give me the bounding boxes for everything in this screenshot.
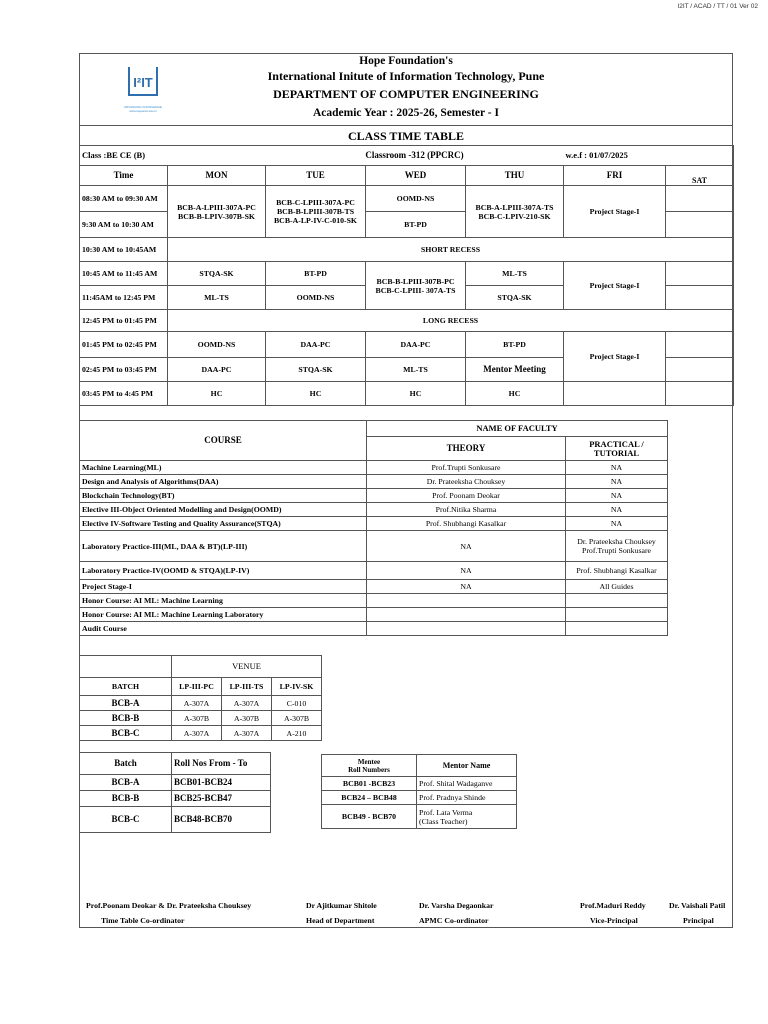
venue-header-row bbox=[80, 678, 322, 696]
signatory-name: Prof.Maduri Reddy bbox=[580, 901, 646, 910]
session-cell: STQA-SK bbox=[266, 358, 366, 382]
mentor-meeting-cell: Mentor Meeting bbox=[466, 358, 564, 382]
time-slot: 11:45AM to 12:45 PM bbox=[80, 286, 168, 310]
batch-name: BCB-A bbox=[80, 775, 172, 791]
empty-cell bbox=[666, 286, 734, 310]
class-info-row bbox=[80, 146, 734, 166]
empty-cell bbox=[564, 382, 666, 406]
session-cell: OOMD-NS bbox=[266, 286, 366, 310]
venue-room: A-307B bbox=[272, 711, 322, 726]
practical-line: NA bbox=[610, 519, 623, 528]
mentor-header: Mentor Name bbox=[417, 755, 517, 777]
faculty-row bbox=[80, 562, 668, 580]
time-slot: 10:45 AM to 11:45 AM bbox=[80, 262, 168, 286]
venue-header: LP-IV-SK bbox=[272, 678, 322, 696]
theory-faculty: NA bbox=[367, 580, 566, 594]
session-cell: DAA-PC bbox=[366, 332, 466, 358]
venue-room: A-307A bbox=[172, 696, 222, 711]
faculty-row bbox=[80, 531, 668, 562]
mentee-header-line: Roll Numbers bbox=[348, 765, 390, 774]
faculty-row bbox=[80, 475, 668, 489]
mentor-line: Prof. Shital Wadaganve bbox=[419, 779, 493, 788]
faculty-name-header: NAME OF FACULTY bbox=[367, 421, 668, 437]
header-sat: SAT bbox=[666, 166, 734, 186]
empty-cell bbox=[666, 186, 734, 212]
lab-line: BCB-B-LPIII-307B-TS bbox=[276, 207, 355, 216]
venue-title: VENUE bbox=[172, 656, 322, 678]
practical-line: NA bbox=[610, 491, 623, 500]
venue-room: A-210 bbox=[272, 726, 322, 741]
course-name: Audit Course bbox=[80, 622, 367, 636]
practical-faculty bbox=[566, 489, 668, 503]
time-slot: 02:45 PM to 03:45 PM bbox=[80, 358, 168, 382]
batch-name: BCB-C bbox=[80, 726, 172, 741]
roll-table bbox=[79, 752, 271, 833]
mentor-line: (Class Teacher) bbox=[419, 816, 468, 826]
mentee-rolls: BCB49 - BCB70 bbox=[322, 805, 417, 829]
header-fri: FRI bbox=[564, 166, 666, 186]
batch-name: BCB-B bbox=[80, 791, 172, 807]
practical-line: Dr. Prateeksha Chouksey bbox=[577, 537, 656, 546]
course-name: Honor Course: AI ML: Machine Learning Laboratory bbox=[80, 608, 367, 622]
course-header: COURSE bbox=[80, 421, 367, 461]
signatory-role: Vice-Principal bbox=[590, 916, 638, 925]
theory-faculty bbox=[367, 608, 566, 622]
lab-line: BCB-C-LPIII- 307A-TS bbox=[375, 285, 456, 295]
course-name: Project Stage-I bbox=[80, 580, 367, 594]
project-cell: Project Stage-I bbox=[564, 332, 666, 382]
course-name: Blockchain Technology(BT) bbox=[80, 489, 367, 503]
mentor-name bbox=[417, 805, 517, 829]
practical-faculty bbox=[566, 517, 668, 531]
project-cell: Project Stage-I bbox=[564, 186, 666, 238]
wef-label: w.e.f : 01/07/2025 bbox=[564, 146, 734, 166]
signatory-name: Dr Ajitkumar Shitole bbox=[306, 901, 377, 910]
mentor-table bbox=[321, 754, 517, 829]
timetable-row bbox=[80, 332, 734, 358]
venue-table bbox=[79, 655, 322, 741]
practical-faculty bbox=[566, 531, 668, 562]
empty-cell bbox=[80, 656, 172, 678]
lab-cell bbox=[266, 186, 366, 238]
practical-faculty bbox=[566, 622, 668, 636]
roll-header: Batch bbox=[80, 753, 172, 775]
roll-range: BCB25-BCB47 bbox=[172, 791, 271, 807]
session-cell: STQA-SK bbox=[466, 286, 564, 310]
theory-faculty: NA bbox=[367, 531, 566, 562]
batch-name: BCB-A bbox=[80, 696, 172, 711]
timetable-row bbox=[80, 238, 734, 262]
institute-header bbox=[79, 53, 733, 125]
lab-cell bbox=[366, 262, 466, 310]
signatory-name: Dr. Varsha Degaonkar bbox=[419, 901, 494, 910]
venue-room: A-307A bbox=[172, 726, 222, 741]
venue-room: A-307A bbox=[222, 696, 272, 711]
course-name: Laboratory Practice-III(ML, DAA & BT)(LP-III) bbox=[80, 531, 367, 562]
roll-row bbox=[80, 791, 271, 807]
venue-row bbox=[80, 726, 322, 741]
venue-room: A-307B bbox=[172, 711, 222, 726]
course-name: Elective III-Object Oriented Modelling and Design(OOMD) bbox=[80, 503, 367, 517]
practical-line: NA bbox=[610, 463, 623, 472]
mentor-name bbox=[417, 777, 517, 791]
practical-line: All Guides bbox=[599, 582, 634, 591]
header-thu: THU bbox=[466, 166, 564, 186]
empty-cell bbox=[666, 212, 734, 238]
practical-faculty bbox=[566, 594, 668, 608]
practical-header bbox=[566, 437, 668, 461]
signatory-role: Head of Department bbox=[306, 916, 375, 925]
session-cell: DAA-PC bbox=[266, 332, 366, 358]
time-slot: 9:30 AM to 10:30 AM bbox=[80, 212, 168, 238]
mentee-header-line: Mentee bbox=[357, 757, 381, 766]
session-cell: ML-TS bbox=[366, 358, 466, 382]
session-cell: ML-TS bbox=[466, 262, 564, 286]
lab-line: BCB-A-LP-IV-C-010-SK bbox=[273, 216, 358, 225]
time-slot: 08:30 AM to 09:30 AM bbox=[80, 186, 168, 212]
timetable-row bbox=[80, 310, 734, 332]
timetable-row bbox=[80, 186, 734, 212]
venue-row bbox=[80, 696, 322, 711]
theory-faculty bbox=[367, 594, 566, 608]
header-line-2: International Initute of Information Technology, Pune bbox=[267, 69, 545, 83]
logo-url: www.isquareit.edu.in bbox=[129, 108, 157, 113]
time-slot: 10:30 AM to 10:45AM bbox=[80, 238, 168, 262]
roll-range: BCB01-BCB24 bbox=[172, 775, 271, 791]
mentor-row bbox=[322, 777, 517, 791]
mentee-rolls: BCB24 – BCB48 bbox=[322, 791, 417, 805]
document-reference: I2IT / ACAD / TT / 01 Ver 02 bbox=[677, 3, 758, 10]
practical-faculty bbox=[566, 580, 668, 594]
faculty-row bbox=[80, 461, 668, 475]
session-cell: BT-PD bbox=[266, 262, 366, 286]
venue-header: LP-III-PC bbox=[172, 678, 222, 696]
empty-cell bbox=[666, 358, 734, 382]
venue-header: LP-III-TS bbox=[222, 678, 272, 696]
long-recess: LONG RECESS bbox=[168, 310, 734, 332]
lab-line: BCB-B-LPIII-307B-PC bbox=[376, 276, 455, 286]
timetable bbox=[79, 145, 734, 406]
faculty-row bbox=[80, 489, 668, 503]
session-cell: DAA-PC bbox=[168, 358, 266, 382]
roll-range: BCB48-BCB70 bbox=[172, 807, 271, 833]
short-recess: SHORT RECESS bbox=[168, 238, 734, 262]
roll-row bbox=[80, 807, 271, 833]
practical-faculty bbox=[566, 562, 668, 580]
theory-faculty: Prof. Poonam Deokar bbox=[367, 489, 566, 503]
signatory-role: APMC Co-ordinator bbox=[419, 916, 489, 925]
header-line-4: Academic Year : 2025-26, Semester - I bbox=[313, 107, 499, 119]
lab-cell bbox=[168, 186, 266, 238]
theory-faculty bbox=[367, 622, 566, 636]
session-cell: ML-TS bbox=[168, 286, 266, 310]
mentor-name bbox=[417, 791, 517, 805]
practical-faculty bbox=[566, 503, 668, 517]
faculty-row bbox=[80, 594, 668, 608]
practical-line: Prof.Trupti Sonkusare bbox=[581, 546, 652, 555]
lab-line: BCB-C-LPIII-307A-PC bbox=[276, 198, 355, 207]
logo-tagline: ADVANCING KNOWLEDGE bbox=[124, 105, 162, 109]
theory-faculty: NA bbox=[367, 562, 566, 580]
venue-room: C-010 bbox=[272, 696, 322, 711]
mentor-line: Prof. Lata Verma bbox=[419, 807, 473, 817]
faculty-row bbox=[80, 503, 668, 517]
time-slot: 03:45 PM to 4:45 PM bbox=[80, 382, 168, 406]
faculty-row bbox=[80, 622, 668, 636]
faculty-row bbox=[80, 580, 668, 594]
header-line-3: DEPARTMENT OF COMPUTER ENGINEERING bbox=[273, 87, 539, 101]
course-name: Honor Course: AI ML: Machine Learning bbox=[80, 594, 367, 608]
time-slot: 01:45 PM to 02:45 PM bbox=[80, 332, 168, 358]
batch-name: BCB-B bbox=[80, 711, 172, 726]
venue-room: A-307A bbox=[222, 726, 272, 741]
timetable-row bbox=[80, 262, 734, 286]
course-name: Elective IV-Software Testing and Quality Assurance(STQA) bbox=[80, 517, 367, 531]
session-cell: STQA-SK bbox=[168, 262, 266, 286]
session-cell: OOMD-NS bbox=[366, 186, 466, 212]
session-cell: HC bbox=[466, 382, 564, 406]
practical-line: Prof. Shubhangi Kasalkar bbox=[576, 566, 657, 575]
mentor-line: Prof. Pradnya Shinde bbox=[419, 793, 486, 802]
lab-cell bbox=[466, 186, 564, 238]
faculty-row bbox=[80, 608, 668, 622]
lab-line: BCB-A-LPIII-307A-TS bbox=[475, 202, 554, 212]
signatory-name: Prof.Poonam Deokar & Dr. Prateeksha Chouksey bbox=[86, 901, 252, 910]
session-cell: BT-PD bbox=[366, 212, 466, 238]
theory-faculty: Prof. Shubhangi Kasalkar bbox=[367, 517, 566, 531]
theory-header: THEORY bbox=[367, 437, 566, 461]
lab-line: BCB-A-LPIII-307A-PC bbox=[177, 202, 256, 212]
session-cell: HC bbox=[366, 382, 466, 406]
session-cell: HC bbox=[168, 382, 266, 406]
practical-header-line: PRACTICAL / bbox=[589, 438, 644, 449]
lab-line: BCB-C-LPIV-210-SK bbox=[478, 211, 551, 221]
course-name: Design and Analysis of Algorithms(DAA) bbox=[80, 475, 367, 489]
project-cell: Project Stage-I bbox=[564, 262, 666, 310]
header-line-1: Hope Foundation's bbox=[359, 55, 453, 67]
empty-cell bbox=[666, 332, 734, 358]
venue-header: BATCH bbox=[80, 678, 172, 696]
practical-line: NA bbox=[610, 505, 623, 514]
signatory-role: Principal bbox=[683, 916, 714, 925]
venue-row bbox=[80, 711, 322, 726]
session-cell: BT-PD bbox=[466, 332, 564, 358]
header-tue: TUE bbox=[266, 166, 366, 186]
svg-text:I²IT: I²IT bbox=[133, 75, 153, 90]
theory-faculty: Dr. Prateeksha Chouksey bbox=[367, 475, 566, 489]
session-cell: OOMD-NS bbox=[168, 332, 266, 358]
signatory-name: Dr. Vaishali Patil bbox=[669, 901, 726, 910]
timetable-header-row bbox=[80, 166, 734, 186]
empty-cell bbox=[666, 262, 734, 286]
class-label: Class :BE CE (B) bbox=[80, 146, 266, 166]
practical-faculty bbox=[566, 461, 668, 475]
mentor-row bbox=[322, 791, 517, 805]
header-wed: WED bbox=[366, 166, 466, 186]
mentee-rolls: BCB01 -BCB23 bbox=[322, 777, 417, 791]
header-mon: MON bbox=[168, 166, 266, 186]
header-time: Time bbox=[80, 166, 168, 186]
practical-faculty bbox=[566, 475, 668, 489]
session-cell: HC bbox=[266, 382, 366, 406]
practical-faculty bbox=[566, 608, 668, 622]
mentor-row bbox=[322, 805, 517, 829]
course-name: Machine Learning(ML) bbox=[80, 461, 367, 475]
lab-line: BCB-B-LPIV-307B-SK bbox=[178, 211, 255, 221]
classroom-label: Classroom -312 (PPCRC) bbox=[266, 146, 564, 166]
signatory-role: Time Table Co-ordinator bbox=[101, 916, 185, 925]
practical-header-line: TUTORIAL bbox=[593, 447, 640, 458]
empty-cell bbox=[666, 382, 734, 406]
faculty-row bbox=[80, 517, 668, 531]
theory-faculty: Prof.Trupti Sonkusare bbox=[367, 461, 566, 475]
roll-row bbox=[80, 775, 271, 791]
theory-faculty: Prof.Nitika Sharma bbox=[367, 503, 566, 517]
time-slot: 12:45 PM to 01:45 PM bbox=[80, 310, 168, 332]
practical-line: NA bbox=[610, 477, 623, 486]
course-name: Laboratory Practice-IV(OOMD & STQA)(LP-IV) bbox=[80, 562, 367, 580]
roll-header: Roll Nos From - To bbox=[172, 753, 271, 775]
mentee-header bbox=[322, 755, 417, 777]
venue-room: A-307B bbox=[222, 711, 272, 726]
timetable-title: CLASS TIME TABLE bbox=[79, 125, 733, 146]
timetable-row bbox=[80, 382, 734, 406]
faculty-table bbox=[79, 420, 668, 636]
batch-name: BCB-C bbox=[80, 807, 172, 833]
